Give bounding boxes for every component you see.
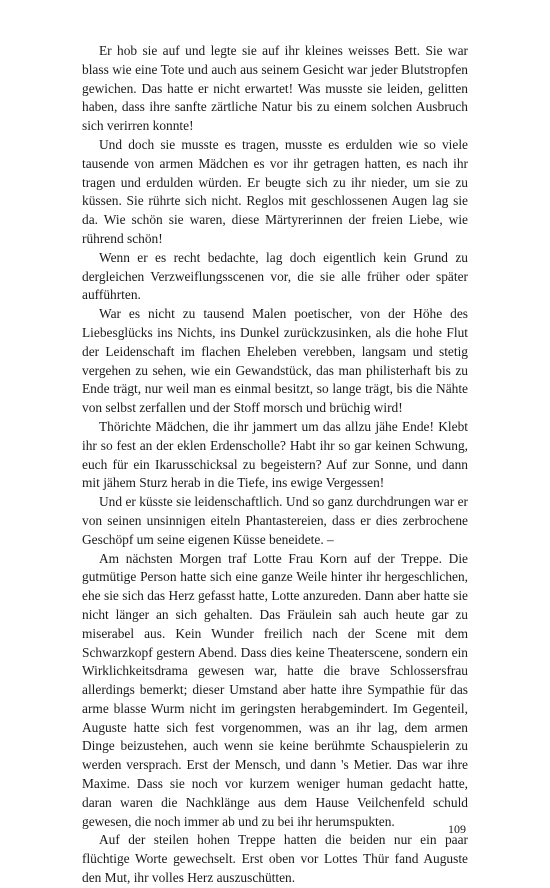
- page-number: 109: [448, 822, 466, 836]
- paragraph: Thörichte Mädchen, die ihr jammert um das allzu jähe Ende! Klebt ihr so fest an der eklen Erdenscholle? Habt ihr so gar keinen Schwung, euch für ein Ikarusschicksal zu begeistern? Auf zur Sonne, und dann mit jähem Sturz herab in die Tiefe, ins ewige Vergessen!: [82, 418, 468, 491]
- page-body: [82, 42, 468, 888]
- paragraph: Und doch sie musste es tragen, musste es erdulden wie so viele tausende von armen Mädchen es vor ihr getragen hatten, es nach ihr tragen und erdulden würden. Er beugte sich zu ihr nieder, um sie zu küssen. Sie rührte sich nicht. Reglos mit geschlossenen Augen lag sie da. Wie schön sie waren, diese Märtyrerinnen der freien Liebe, wie rührend schön!: [82, 136, 468, 246]
- paragraph: Wenn er es recht bedachte, lag doch eigentlich kein Grund zu dergleichen Verzweiflungsscenen vor, die sie alle früher oder später aufführten.: [82, 249, 468, 303]
- paragraph: Und er küsste sie leidenschaftlich. Und so ganz durchdrungen war er von seinen unsinnigen eiteln Phantastereien, dass er dies zerbrochene Geschöpf um seine eigenen Küsse beneidete. –: [82, 494, 468, 547]
- paragraph: Auf der steilen hohen Treppe hatten die beiden nur ein paar flüchtige Worte gewechselt. Erst oben vor Lottes Thür fand Auguste den Mut, ihr volles Herz auszuschütten.: [82, 832, 468, 886]
- paragraph: Am nächsten Morgen traf Lotte Frau Korn auf der Treppe. Die gutmütige Person hatte sich eine ganze Weile hinter ihr hergeschlichen, ehe sie sich das Herz gefasst hatte, Lotte anzureden. Dann aber hatte sie nicht länger an sich gehalten. Das Fräulein sah auch heute gar zu miserabel aus. Kein Wunder freilich nach der Scene mit dem Schwarzkopf gestern Abend. Dass dies keine Theaterscene, sondern ein Wirklichkeitsdrama gewesen war, hatte die brave Schlossersfrau allerdings bemerkt; dieser Umstand aber hatte ihre Sympathie für das arme blasse Wurm nicht im geringsten herabgemindert. Im Gegenteil, Auguste hatte sich fest vorgenommen, was an ihr lag, dem armen Dinge beizustehen, auch wenn sie keine berühmte Schauspielerin zu werden versprach. Erst der Mensch, und dann 's Metier. Das war ihre Maxime. Dass sie noch vor kurzem weniger human gedacht hatte, daran waren die Nachklänge aus dem Hause Veilchenfeld schuld gewesen, die noch immer ab und zu bei ihr herumspukten.: [82, 550, 468, 829]
- paragraph: War es nicht zu tausend Malen poetischer, von der Höhe des Liebesglücks ins Nichts, ins Dunkel zurückzusinken, als die hohe Flut der Leidenschaft im flachen Eheleben verebben, langsam und stetig vergehen zu sehen, wie ein Gewandstück, das man philisterhaft bis zu Ende trägt, nur weil man es einmal besitzt, so lange trägt, bis die Nähte von selbst zerfallen und der Stoff morsch und brüchig wird!: [82, 306, 468, 416]
- paragraph: Er hob sie auf und legte sie auf ihr kleines weisses Bett. Sie war blass wie eine Tote und auch aus seinem Gesicht war jeder Blutstropfen gewichen. Das hatte er nicht erwartet! Was musste sie leiden, gelitten haben, dass ihre sanfte zärtliche Natur bis zu einem solchen Ausbruch sich verirren konnte!: [82, 43, 468, 134]
